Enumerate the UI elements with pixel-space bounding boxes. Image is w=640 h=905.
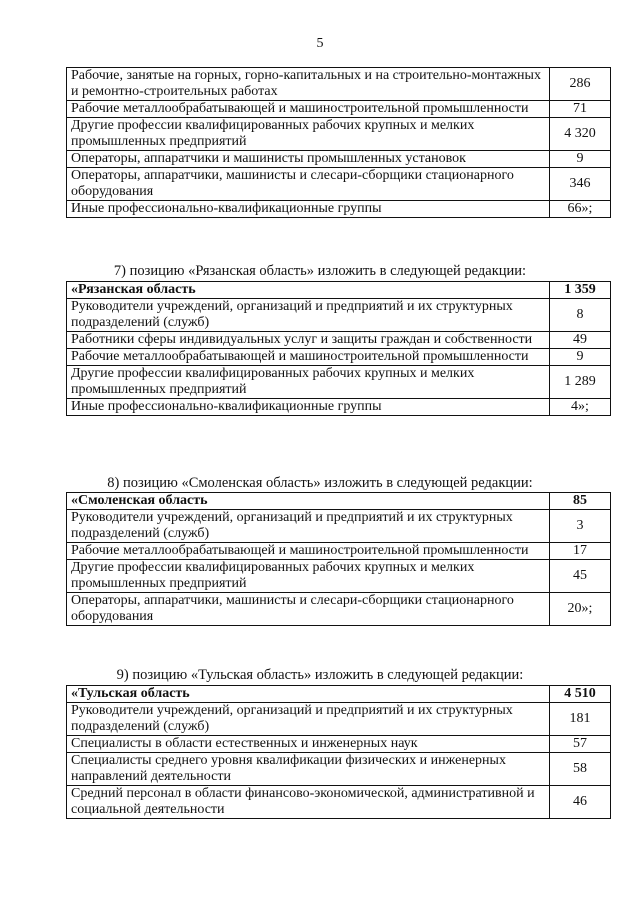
table-row: [67, 332, 611, 349]
table-header-row: [67, 686, 611, 703]
row-value: 49: [550, 332, 611, 349]
row-label: Средний персонал в области финансово-экономической, административной и социальной деятельности: [67, 786, 550, 819]
region-total: 85: [550, 493, 611, 510]
row-value: 9: [550, 349, 611, 366]
row-label: Другие профессии квалифицированных рабочих крупных и мелких промышленных предприятий: [67, 366, 550, 399]
table-header-row: [67, 282, 611, 299]
row-label: Операторы, аппаратчики и машинисты промышленных установок: [67, 151, 550, 168]
row-label: Другие профессии квалифицированных рабочих крупных и мелких промышленных предприятий: [67, 560, 550, 593]
region-total: 4 510: [550, 686, 611, 703]
table-row: [67, 753, 611, 786]
table-header-row: [67, 493, 611, 510]
row-label: Рабочие металлообрабатывающей и машиностроительной промышленности: [67, 543, 550, 560]
region-name: «Смоленская область: [67, 493, 550, 510]
table-row: [67, 786, 611, 819]
row-value: 346: [550, 168, 611, 201]
row-label: Специалисты в области естественных и инженерных наук: [67, 736, 550, 753]
row-label: Другие профессии квалифицированных рабочих крупных и мелких промышленных предприятий: [67, 118, 550, 151]
table-row: [67, 510, 611, 543]
row-label: Операторы, аппаратчики, машинисты и слесари-сборщики стационарного оборудования: [67, 593, 550, 626]
row-value: 46: [550, 786, 611, 819]
table-row: [67, 593, 611, 626]
table-row: [67, 168, 611, 201]
row-label: Руководители учреждений, организаций и предприятий и их структурных подразделений (служб): [67, 510, 550, 543]
row-label: Специалисты среднего уровня квалификации физических и инженерных направлений деятельности: [67, 753, 550, 786]
table-row: [67, 399, 611, 416]
row-value: 9: [550, 151, 611, 168]
table-row: [67, 366, 611, 399]
table-row: [67, 101, 611, 118]
row-label: Руководители учреждений, организаций и предприятий и их структурных подразделений (служб): [67, 703, 550, 736]
row-value: 45: [550, 560, 611, 593]
row-label: Иные профессионально-квалификационные группы: [67, 201, 550, 218]
row-value: 58: [550, 753, 611, 786]
row-label: Рабочие, занятые на горных, горно-капитальных и на строительно-монтажных и ремонтно-строительных работах: [67, 68, 550, 101]
table-row: [67, 703, 611, 736]
row-value: 286: [550, 68, 611, 101]
table-row: [67, 560, 611, 593]
table-row: [67, 349, 611, 366]
table-row: [67, 201, 611, 218]
row-value: 20»;: [550, 593, 611, 626]
table-tula: [66, 685, 611, 819]
row-value: 71: [550, 101, 611, 118]
region-name: «Тульская область: [67, 686, 550, 703]
row-value: 4 320: [550, 118, 611, 151]
section-caption-tula: 9) позицию «Тульская область» изложить в следующей редакции:: [116, 667, 524, 683]
row-value: 181: [550, 703, 611, 736]
row-label: Иные профессионально-квалификационные группы: [67, 399, 550, 416]
row-label: Операторы, аппаратчики, машинисты и слесари-сборщики стационарного оборудования: [67, 168, 550, 201]
table-ryazan: [66, 281, 611, 416]
row-label: Руководители учреждений, организаций и предприятий и их структурных подразделений (служб): [67, 299, 550, 332]
table-smolensk: [66, 492, 611, 626]
table-row: [67, 118, 611, 151]
page-number: 5: [316, 36, 324, 51]
table-row: [67, 299, 611, 332]
row-label: Рабочие металлообрабатывающей и машиностроительной промышленности: [67, 349, 550, 366]
row-value: 66»;: [550, 201, 611, 218]
row-value: 3: [550, 510, 611, 543]
table-row: [67, 68, 611, 101]
row-label: Работники сферы индивидуальных услуг и защиты граждан и собственности: [67, 332, 550, 349]
row-value: 17: [550, 543, 611, 560]
section-caption-ryazan: 7) позицию «Рязанская область» изложить в следующей редакции:: [113, 263, 527, 279]
row-value: 1 289: [550, 366, 611, 399]
table-row: [67, 151, 611, 168]
table-row: [67, 543, 611, 560]
region-name: «Рязанская область: [67, 282, 550, 299]
row-label: Рабочие металлообрабатывающей и машиностроительной промышленности: [67, 101, 550, 118]
region-total: 1 359: [550, 282, 611, 299]
row-value: 57: [550, 736, 611, 753]
row-value: 4»;: [550, 399, 611, 416]
section-caption-smolensk: 8) позицию «Смоленская область» изложить в следующей редакции:: [107, 475, 533, 491]
table-continuation: [66, 67, 611, 218]
row-value: 8: [550, 299, 611, 332]
table-row: [67, 736, 611, 753]
